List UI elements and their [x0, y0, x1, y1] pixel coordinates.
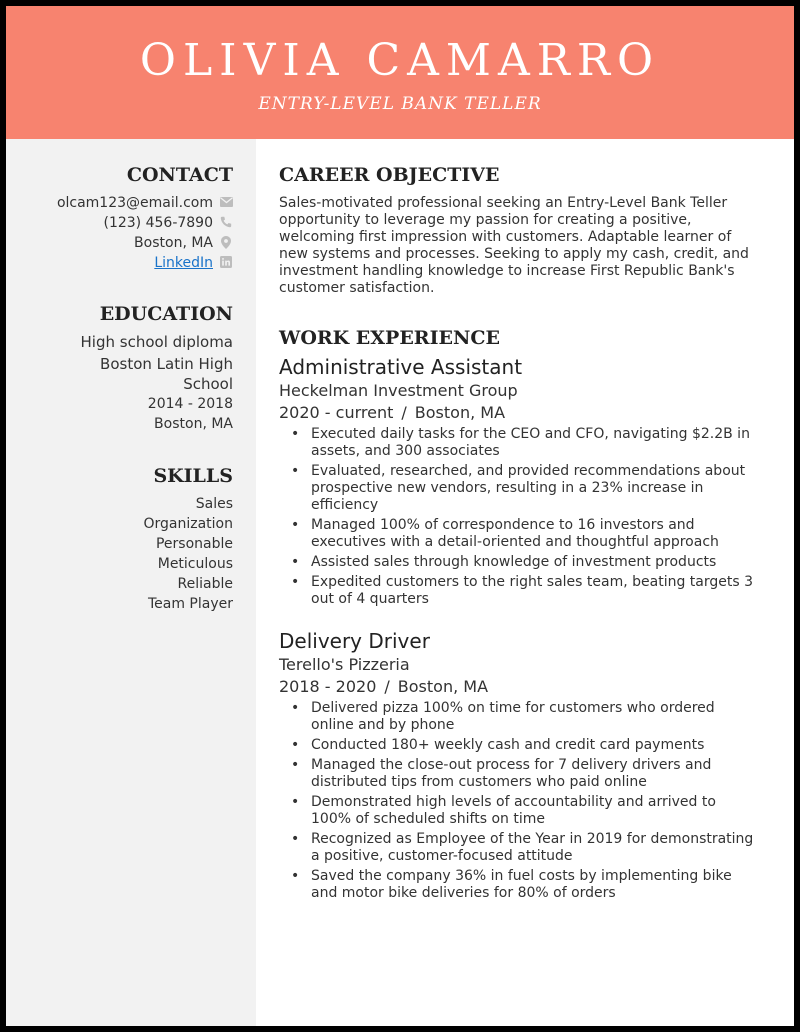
- skills-section: [23, 464, 233, 614]
- linkedin-icon: [219, 256, 233, 270]
- job-meta: [279, 402, 754, 424]
- contact-location: Boston, MA: [134, 235, 213, 251]
- job-meta-separator: /: [401, 403, 407, 422]
- contact-phone-row: [23, 213, 233, 233]
- job-company: Terello's Pizzeria: [279, 655, 410, 674]
- education-school-line2: School: [183, 375, 233, 393]
- contact-email: olcam123@email.com: [56, 195, 213, 211]
- objective-text: Sales-motivated professional seeking an Entry-Level Bank Teller opportunity to leverage my passion for creating a positive, welcoming first impression with customers. Adaptable learner of new systems and processes. Seeking to apply my cash, credit, and investment handling knowledge to increase First Republic Bank's customer satisfaction.: [279, 195, 749, 296]
- skill-item: Meticulous: [157, 556, 233, 572]
- contact-phone: (123) 456-7890: [103, 215, 213, 231]
- phone-icon: [219, 216, 233, 230]
- map-pin-icon: [219, 236, 233, 250]
- candidate-name: OLIVIA CAMARRO: [139, 35, 661, 86]
- education-location: Boston, MA: [154, 416, 233, 432]
- education-heading: EDUCATION: [99, 303, 233, 325]
- job-bullet: • Delivered pizza 100% on time for customers who ordered online and by phone: [279, 700, 754, 734]
- education-years: 2014 - 2018: [147, 396, 233, 412]
- job-bullets: [279, 426, 754, 608]
- education-degree: High school diploma: [80, 333, 233, 351]
- job-bullet: • Managed 100% of correspondence to 16 investors and executives with a detail-oriented and thoughtful approach: [279, 517, 754, 551]
- candidate-title: ENTRY-LEVEL BANK TELLER: [258, 94, 542, 114]
- envelope-icon: [219, 196, 233, 210]
- job-bullet: • Managed the close-out process for 7 delivery drivers and distributed tips from customers who paid online: [279, 757, 754, 791]
- job-bullet: • Recognized as Employee of the Year in 2019 for demonstrating a positive, customer-focused attitude: [279, 831, 754, 865]
- job-bullet: • Evaluated, researched, and provided recommendations about prospective new vendors, resulting in a 23% increase in efficiency: [279, 463, 754, 514]
- contact-email-row: [23, 193, 233, 213]
- job-meta-separator: /: [384, 677, 390, 696]
- resume-page: [6, 6, 794, 1026]
- job-dates: 2020 - current: [279, 403, 394, 422]
- experience-heading: WORK EXPERIENCE: [279, 327, 500, 349]
- job-bullet: • Executed daily tasks for the CEO and CFO, navigating $2.2B in assets, and 300 associates: [279, 426, 754, 460]
- job-location: Boston, MA: [414, 403, 506, 422]
- job-location: Boston, MA: [397, 677, 489, 696]
- job-title: Delivery Driver: [279, 629, 430, 653]
- contact-heading: CONTACT: [126, 164, 233, 186]
- education-section: [23, 302, 233, 434]
- job-bullet: • Saved the company 36% in fuel costs by implementing bike and motor bike deliveries for 80% of orders: [279, 868, 754, 902]
- job-entry: [279, 354, 754, 611]
- job-title: Administrative Assistant: [279, 355, 523, 379]
- resume-header: [6, 6, 794, 139]
- skill-item: Sales: [195, 496, 233, 512]
- contact-section: [23, 163, 233, 273]
- objective-heading: CAREER OBJECTIVE: [279, 164, 500, 186]
- job-dates: 2018 - 2020: [279, 677, 377, 696]
- skills-heading: SKILLS: [153, 465, 233, 487]
- education-school-line1: Boston Latin High: [100, 355, 233, 373]
- skill-item: Reliable: [177, 576, 233, 592]
- job-entry: [279, 628, 754, 905]
- contact-linkedin-row: [23, 253, 233, 273]
- job-bullet: • Assisted sales through knowledge of investment products: [279, 554, 754, 571]
- sidebar: [6, 139, 256, 1026]
- job-bullet: • Conducted 180+ weekly cash and credit card payments: [279, 737, 754, 754]
- job-bullets: [279, 700, 754, 902]
- skill-item: Organization: [143, 516, 233, 532]
- skill-item: Personable: [155, 536, 233, 552]
- job-bullet: • Demonstrated high levels of accountability and arrived to 100% of scheduled shifts on time: [279, 794, 754, 828]
- linkedin-link[interactable]: LinkedIn: [154, 255, 213, 271]
- job-company: Heckelman Investment Group: [279, 381, 518, 400]
- contact-location-row: [23, 233, 233, 253]
- job-bullet: • Expedited customers to the right sales team, beating targets 3 out of 4 quarters: [279, 574, 754, 608]
- skill-item: Team Player: [147, 596, 233, 612]
- job-meta: [279, 676, 754, 698]
